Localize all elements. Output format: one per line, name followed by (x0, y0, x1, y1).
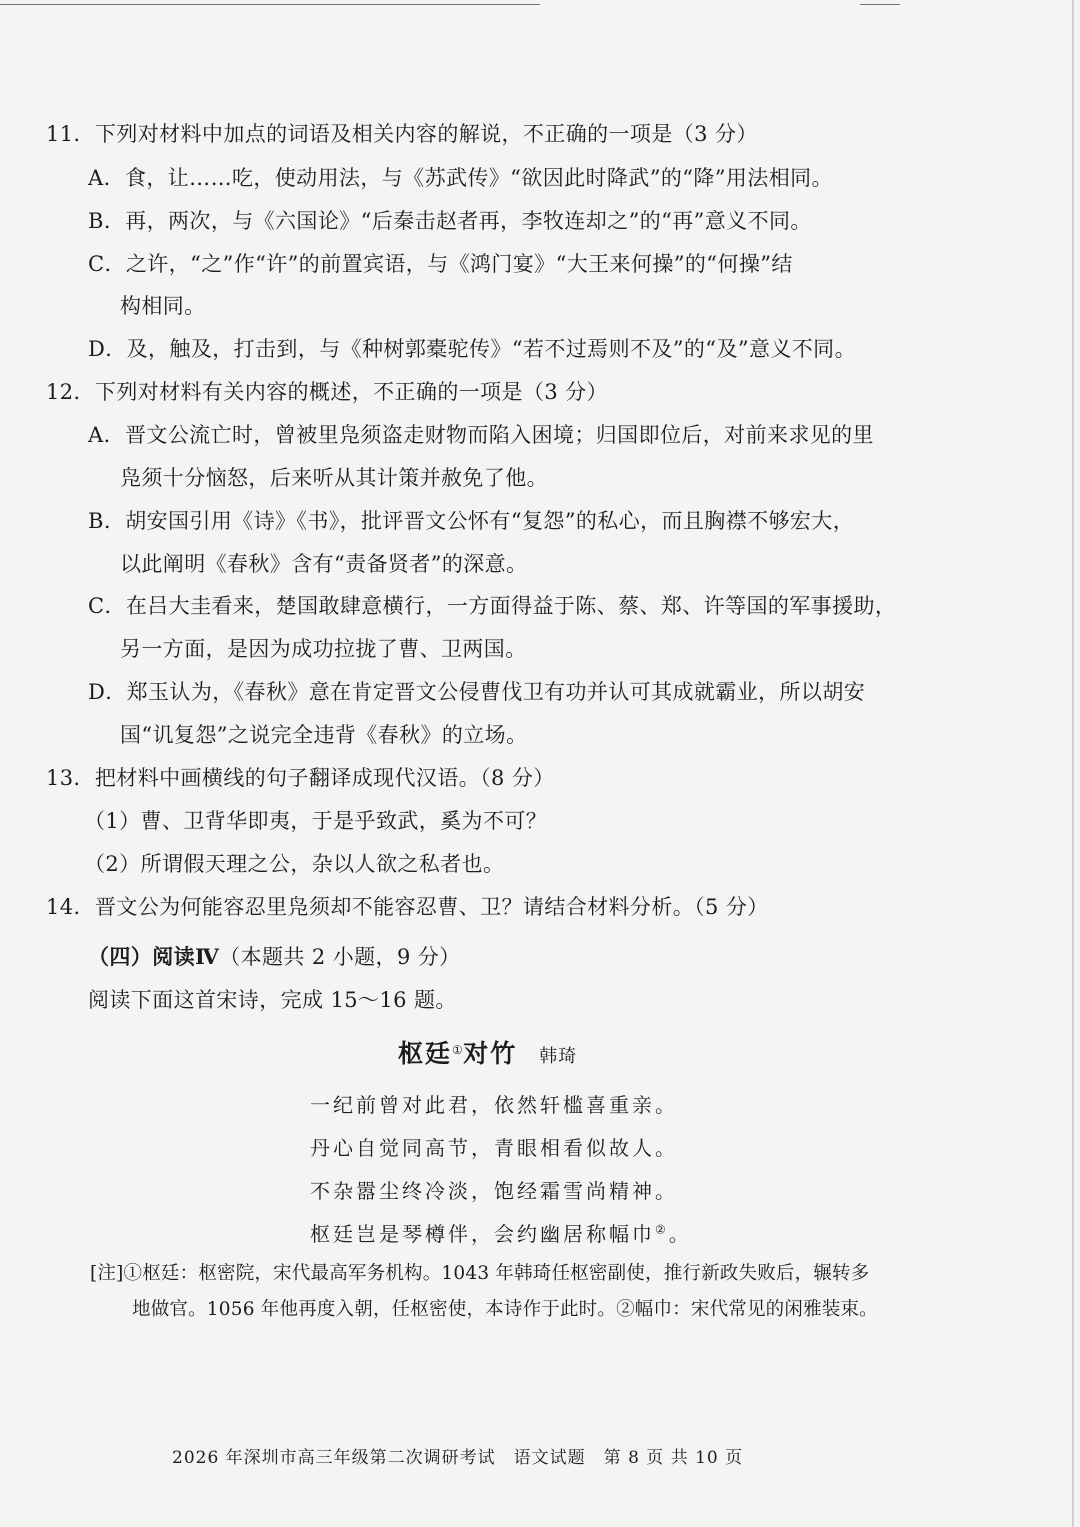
q11-stem: 11．下列对材料中加点的词语及相关内容的解说，不正确的一项是（3 分） (46, 122, 758, 146)
poem-line-4 (310, 1220, 692, 1248)
poem-note-line-1: [注]①枢廷：枢密院，宋代最高军务机构。1043 年韩琦任枢密副使，推行新政失败后，辗转多 (90, 1263, 870, 1284)
q12-option-c: C．在吕大圭看来，楚国敢肆意横行，一方面得益于陈、蔡、郑、许等国的军事援助， (88, 594, 897, 618)
poem-title-part2: 对竹 (463, 1039, 518, 1068)
poem-line-4-end: 。 (668, 1222, 692, 1246)
q12-option-a: A．晋文公流亡时，曾被里凫须盗走财物而陷入困境；归国即位后，对前来求见的里 (88, 423, 874, 447)
section-4-subtitle: （本题共 2 小题，9 分） (219, 945, 461, 969)
q11-option-a: A．食，让……吃，使动用法，与《苏武传》“欲因此时降武”的“降”用法相同。 (88, 166, 833, 190)
q11-option-b: B．再，两次，与《六国论》“后秦击赵者再，李牧连却之”的“再”意义不同。 (88, 209, 812, 233)
q13-stem: 13．把材料中画横线的句子翻译成现代汉语。（8 分） (46, 766, 555, 790)
q12-option-c-cont: 另一方面，是因为成功拉拢了曹、卫两国。 (120, 637, 527, 661)
poem-title-part1: 枢廷 (398, 1039, 453, 1068)
q12-option-b: B．胡安国引用《诗》《书》，批评晋文公怀有“复怨”的私心，而且胸襟不够宏大， (88, 509, 855, 533)
page-footer: 2026 年深圳市高三年级第二次调研考试 语文试题 第 8 页 共 10 页 (172, 1448, 744, 1468)
section-4-heading (88, 943, 461, 971)
poem-line-2: 丹心自觉同高节，青眼相看似故人。 (310, 1136, 678, 1160)
top-edge-line (860, 4, 900, 5)
page-edge-shadow (1072, 0, 1074, 1527)
q11-option-d: D．及，触及，打击到，与《种树郭橐驼传》“若不过焉则不及”的“及”意义不同。 (88, 337, 856, 361)
poem-line-4-text: 枢廷岂是琴樽伴，会约幽居称幅巾 (310, 1222, 655, 1246)
section-4-instruction: 阅读下面这首宋诗，完成 15～16 题。 (88, 988, 457, 1012)
poem-heading (398, 1040, 577, 1071)
section-4-title: （四）阅读Ⅳ (88, 944, 220, 969)
poem-line-3: 不杂嚣尘终冷淡，饱经霜雪尚精神。 (310, 1179, 678, 1203)
q12-option-a-cont: 凫须十分恼怒，后来听从其计策并赦免了他。 (120, 466, 548, 490)
poem-note-line-2: 地做官。1056 年他再度入朝，任枢密使，本诗作于此时。②幅巾：宋代常见的闲雅装束。 (132, 1299, 878, 1320)
poem-title-note-mark: ① (452, 1043, 464, 1057)
q11-option-c-cont: 构相同。 (120, 294, 206, 318)
q12-option-d-cont: 国“讥复怨”之说完全违背《春秋》的立场。 (120, 723, 528, 747)
q12-option-b-cont: 以此阐明《春秋》含有“责备贤者”的深意。 (120, 552, 528, 576)
poem-line-1: 一纪前曾对此君，依然轩槛喜重亲。 (310, 1093, 678, 1117)
q13-sentence-2: （2）所谓假天理之公，杂以人欲之私者也。 (84, 852, 505, 876)
q12-option-d: D．郑玉认为，《春秋》意在肯定晋文公侵曹伐卫有功并认可其成就霸业，所以胡安 (88, 680, 866, 704)
top-edge-line (0, 4, 540, 5)
q14-stem: 14．晋文公为何能容忍里凫须却不能容忍曹、卫？请结合材料分析。（5 分） (46, 895, 769, 919)
poem-author: 韩琦 (539, 1046, 578, 1067)
poem-line-4-note-mark: ② (655, 1222, 669, 1237)
q11-option-c: C．之许，“之”作“许”的前置宾语，与《鸿门宴》“大王来何操”的“何操”结 (88, 252, 793, 276)
q13-sentence-1: （1）曹、卫背华即夷，于是乎致武，奚为不可？ (84, 809, 548, 833)
q12-stem: 12．下列对材料有关内容的概述，不正确的一项是（3 分） (46, 380, 608, 404)
